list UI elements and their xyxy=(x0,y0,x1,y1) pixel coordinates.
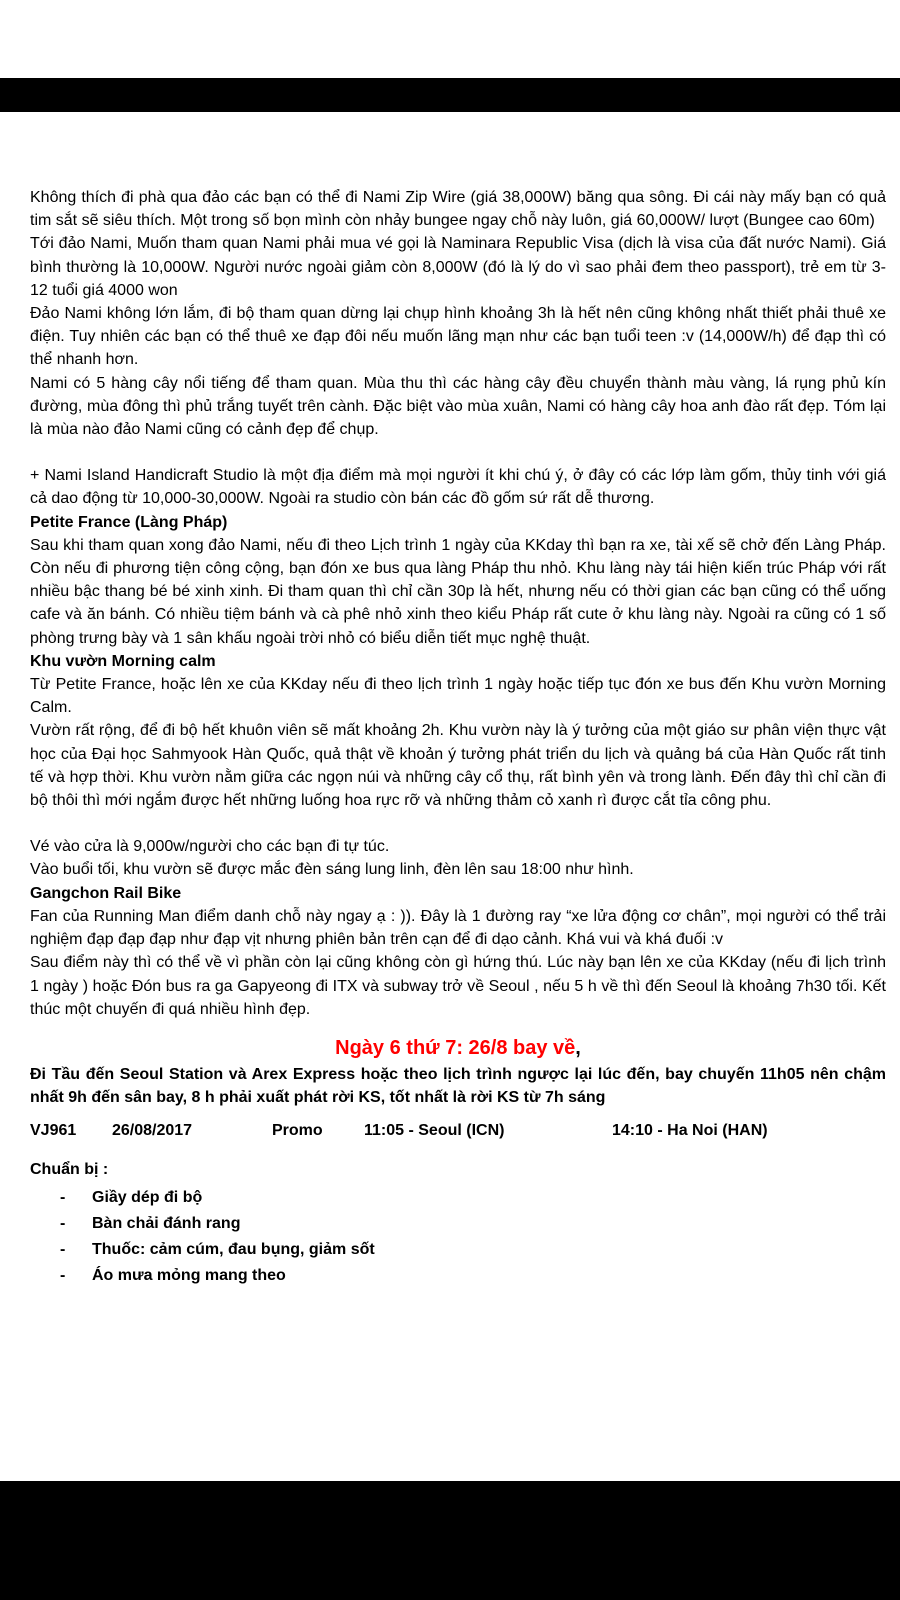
paragraph-zipwire: Không thích đi phà qua đảo các bạn có thể đi Nami Zip Wire (giá 38,000W) băng qua sông. Đi cái này mấy bạn có quả tim sắt sẽ siêu thích. Một trong số bọn mình còn nhảy bungee ngay chỗ này luôn, giá 60,000W/ lượt (Bungee cao 60m) xyxy=(30,189,886,230)
list-item: - Bàn chải đánh rang xyxy=(30,1211,886,1237)
paragraph-gangchon-2: Sau điểm này thì có thể về vì phần còn lại cũng không còn gì hứng thú. Lúc này bạn lên xe của KKday (nếu đi lịch trình 1 ngày ) hoặc Đón bus ra ga Gapyeong đi ITX và subway trở về Seoul , nếu 5 h về thì đến Seoul là khoảng 7h30 tối. Kết thúc một chuyến đi quá nhiều hình đẹp. xyxy=(30,954,886,1018)
heading-petite-france: Petite France (Làng Pháp) xyxy=(30,513,228,531)
list-item: - Áo mưa mỏng mang theo xyxy=(30,1263,886,1289)
paragraph-morning-2: Vườn rất rộng, để đi bộ hết khuôn viên sẽ mất khoảng 2h. Khu vườn này là ý tưởng của một giáo sư phân viện thực vật học của Đại học Sahmyook Hàn Quốc, quả thật về khoản ý tưởng phát triển du lịch và quảng bá của Hàn Quốc rất tinh tế và hợp thời. Khu vườn nằm giữa các ngọn núi và những cây cổ thụ, rất bình yên và trong lành. Đến đây thì chỉ cần đi bộ thôi thì mới ngắm được hết những luống hoa rực rỡ và những thảm cỏ xanh rì được cắt tỉa công phu. xyxy=(30,722,886,810)
paragraph-morning-lights: Vào buổi tối, khu vườn sẽ được mắc đèn sáng lung linh, đèn lên sau 18:00 như hình. xyxy=(30,861,634,879)
document-body xyxy=(30,186,886,1289)
flight-departure: 11:05 - Seoul (ICN) xyxy=(364,1122,505,1140)
flight-fare: Promo xyxy=(272,1122,323,1140)
flight-arrival: 14:10 - Ha Noi (HAN) xyxy=(612,1122,768,1140)
heading-morning-calm: Khu vườn Morning calm xyxy=(30,652,216,670)
paragraph-gangchon-1: Fan của Running Man điểm danh chỗ này ngay ạ : )). Đây là 1 đường ray “xe lửa động cơ chân”, mọi người có thể trải nghiệm đạp đạp đạp như đạp vịt nhưng phiên bản trên cạn để đi dạo cảnh. Khá vui và khá đuối :v xyxy=(30,907,886,949)
paragraph-bike-rental: Đảo Nami không lớn lắm, đi bộ tham quan dừng lại chụp hình khoảng 3h là hết nên cũng không nhất thiết phải thuê xe điện. Tuy nhiên các bạn có thể thuê xe đạp đôi nếu muốn lãng mạn như các bạn tuổi teen :v (14,000W/h) để đạp thì có thể nhanh hơn. xyxy=(30,305,886,369)
flight-date: 26/08/2017 xyxy=(112,1122,193,1140)
list-item: - Thuốc: cảm cúm, đau bụng, giảm sốt xyxy=(30,1237,886,1263)
top-black-bar xyxy=(0,78,900,112)
paragraph-trees: Nami có 5 hàng cây nổi tiếng để tham quan. Mùa thu thì các hàng cây đều chuyển thành màu vàng, lá rụng phủ kín đường, mùa đông thì phủ trắng tuyết trên cành. Đặc biệt vào mùa xuân, Nami có hàng cây hoa anh đào rất đẹp. Tóm lại là mùa nào đảo Nami cũng có cảnh đẹp để chụp. xyxy=(30,374,886,439)
paragraph-morning-ticket: Vé vào cửa là 9,000w/người cho các bạn đi tự túc. xyxy=(30,838,390,856)
day6-description: Đi Tầu đến Seoul Station và Arex Express hoặc theo lịch trình ngược lại lúc đến, bay chuyến 11h05 nên chậm nhất 9h đến sân bay, 8 h phải xuất phát rời KS, tốt nhất là rời KS từ 7h sáng xyxy=(30,1065,886,1107)
paragraph-morning-1: Từ Petite France, hoặc lên xe của KKday nếu đi theo lịch trình 1 ngày hoặc tiếp tục đón xe bus đến Khu vườn Morning Calm. xyxy=(30,676,886,717)
day6-title-text: Ngày 6 thứ 7: 26/8 bay về xyxy=(335,1036,576,1059)
day6-title xyxy=(30,1035,886,1061)
prep-list xyxy=(30,1185,886,1289)
spacer xyxy=(30,812,886,835)
flight-row xyxy=(30,1119,886,1142)
paragraph-petite-france: Sau khi tham quan xong đảo Nami, nếu đi theo Lịch trình 1 ngày của KKday thì bạn ra xe, tài xế sẽ chở đến Làng Pháp. Còn nếu đi phương tiện công cộng, bạn đón xe bus qua làng Pháp thu nhỏ. Khu làng này tái hiện kiến trúc Pháp với rất nhiều bậc thang bé bé xinh xinh. Đi tham quan thì chỉ cần 30p là hết, nhưng nếu có thời gian các bạn cũng có thể uống cafe và ăn bánh. Có nhiều tiệm bánh và cà phê nhỏ xinh theo kiểu Pháp rất cute ở khu làng này. Ngoài ra cũng có 1 số phòng trưng bày và 1 sân khấu ngoài trời nhỏ có biểu diễn tiết mục nghệ thuật. xyxy=(30,536,886,647)
list-item: - Giầy dép đi bộ xyxy=(30,1185,886,1211)
heading-gangchon: Gangchon Rail Bike xyxy=(30,884,182,902)
flight-code: VJ961 xyxy=(30,1122,77,1140)
day6-title-comma: , xyxy=(575,1036,581,1059)
paragraph-visa: Tới đảo Nami, Muốn tham quan Nami phải mua vé gọi là Naminara Republic Visa (dịch là visa của đất nước Nami). Giá bình thường là 10,000W. Người nước ngoài giảm còn 8,000W (đó là lý do vì sao phải đem theo passport), trẻ em từ 3-12 tuổi giá 4000 won xyxy=(30,235,886,299)
prep-title: Chuẩn bị : xyxy=(30,1160,109,1178)
bottom-black-bar xyxy=(0,1481,900,1600)
paragraph-handicraft: + Nami Island Handicraft Studio là một địa điểm mà mọi người ít khi chú ý, ở đây có các lớp làm gốm, thủy tinh với giá cả dao động từ 10,000-30,000W. Ngoài ra studio còn bán các đồ gốm sứ rất dễ thương. xyxy=(30,467,886,508)
spacer xyxy=(30,441,886,464)
